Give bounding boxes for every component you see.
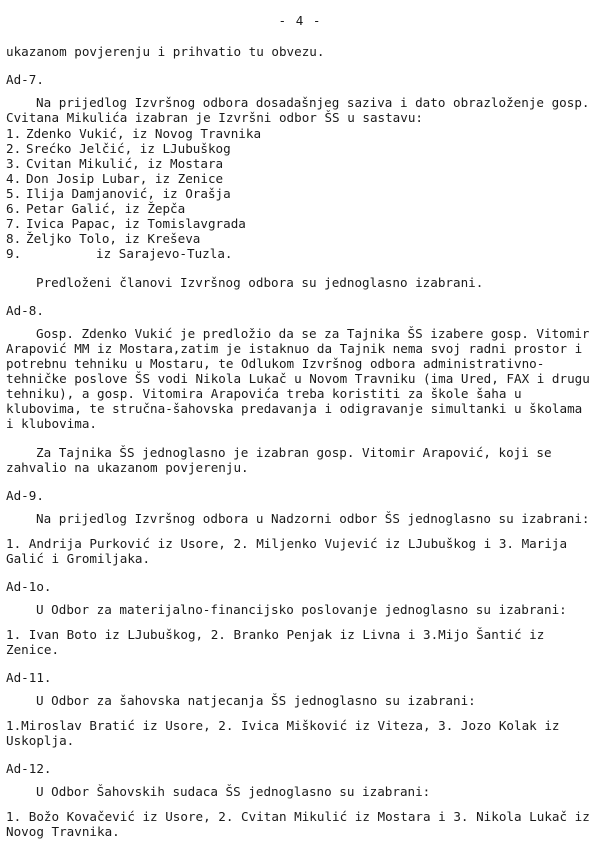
ad9-members: 1. Andrija Purković iz Usore, 2. Miljenko Vujević iz LJubuškog i 3. Marija Galić i Gromiljaka. — [6, 536, 575, 566]
list-item: 7. Ivica Papac, iz Tomislavgrada — [6, 216, 246, 231]
ad12-text: U Odbor Šahovskih sudaca ŠS jednoglasno su izabrani: — [36, 784, 431, 799]
list-item: 6. Petar Galić, iz Žepča — [6, 201, 186, 216]
list-item: 8. Željko Tolo, iz Kreševa — [6, 231, 201, 246]
list-item: 1. Zdenko Vukić, iz Novog Travnika — [6, 126, 262, 141]
ad10-heading: Ad-1o. — [6, 579, 52, 594]
list-item: 2. Srećko Jelčić, iz LJubuškog — [6, 141, 231, 156]
ad7-heading: Ad-7. — [6, 72, 44, 87]
ad11-text: U Odbor za šahovska natjecanja ŠS jednoglasno su izabrani: — [36, 693, 476, 708]
page-number: - 4 - — [278, 13, 322, 28]
ad9-text: Na prijedlog Izvršnog odbora u Nadzorni odbor ŠS jednoglasno su izabrani: — [36, 511, 590, 526]
intro-line: ukazanom povjerenju i prihvatio tu obvezu. — [6, 44, 325, 59]
list-item: 3. Cvitan Mikulić, iz Mostara — [6, 156, 224, 171]
ad11-heading: Ad-11. — [6, 670, 52, 685]
ad7-text: Na prijedlog Izvršnog odbora dosadašnjeg saziva i dato obrazloženje gosp. Cvitana Mikulića izabran je Izvršni odbor ŠS u sastavu: — [6, 95, 598, 125]
ad12-heading: Ad-12. — [6, 761, 52, 776]
ad8-heading: Ad-8. — [6, 303, 44, 318]
document-body — [6, 44, 598, 839]
ad10-members: 1. Ivan Boto iz LJubuškog, 2. Branko Penjak iz Livna i 3.Mijo Šantić iz Zenice. — [6, 627, 552, 657]
ad8-conclusion: Za Tajnika ŠS jednoglasno je izabran gosp. Vitomir Arapović, koji se zahvalio na ukazanom povjerenju. — [6, 445, 560, 475]
executive-board-list — [6, 126, 594, 261]
ad11-members: 1.Miroslav Bratić iz Usore, 2. Ivica Mišković iz Viteza, 3. Jozo Kolak iz Uskoplja. — [6, 718, 568, 748]
ad12-members: 1. Božo Kovačević iz Usore, 2. Cvitan Mikulić iz Mostara i 3. Nikola Lukač iz Novog Travnika. — [6, 809, 598, 839]
list-item: 4. Don Josip Lubar, iz Zenice — [6, 171, 224, 186]
list-item: 5. Ilija Damjanović, iz Orašja — [6, 186, 231, 201]
ad10-text: U Odbor za materijalno-financijsko poslovanje jednoglasno su izabrani: — [36, 602, 567, 617]
ad8-text: Gosp. Zdenko Vukić je predložio da se za Tajnika ŠS izabere gosp. Vitomir Arapović MM iz Mostara,zatim je istaknuo da Tajnik nema svoj radni prostor i potrebnu tehniku u Mostaru, te Odlukom Izvršnog odbora administrativno-tehničke poslove ŠS vodi Nikola Lukač u Novom Travniku (ima Ured, FAX i drugu tehniku), a gosp. Vitomira Arapovića treba koristiti za škole šaha u klubovima, te stručna-šahovska predavanja i odigravanje simultanki u školama i klubovima. — [6, 326, 598, 431]
list-item: 9. iz Sarajevo-Tuzla. — [6, 246, 233, 261]
ad7-conclusion: Predloženi članovi Izvršnog odbora su jednoglasno izabrani. — [36, 275, 484, 290]
ad9-heading: Ad-9. — [6, 488, 44, 503]
